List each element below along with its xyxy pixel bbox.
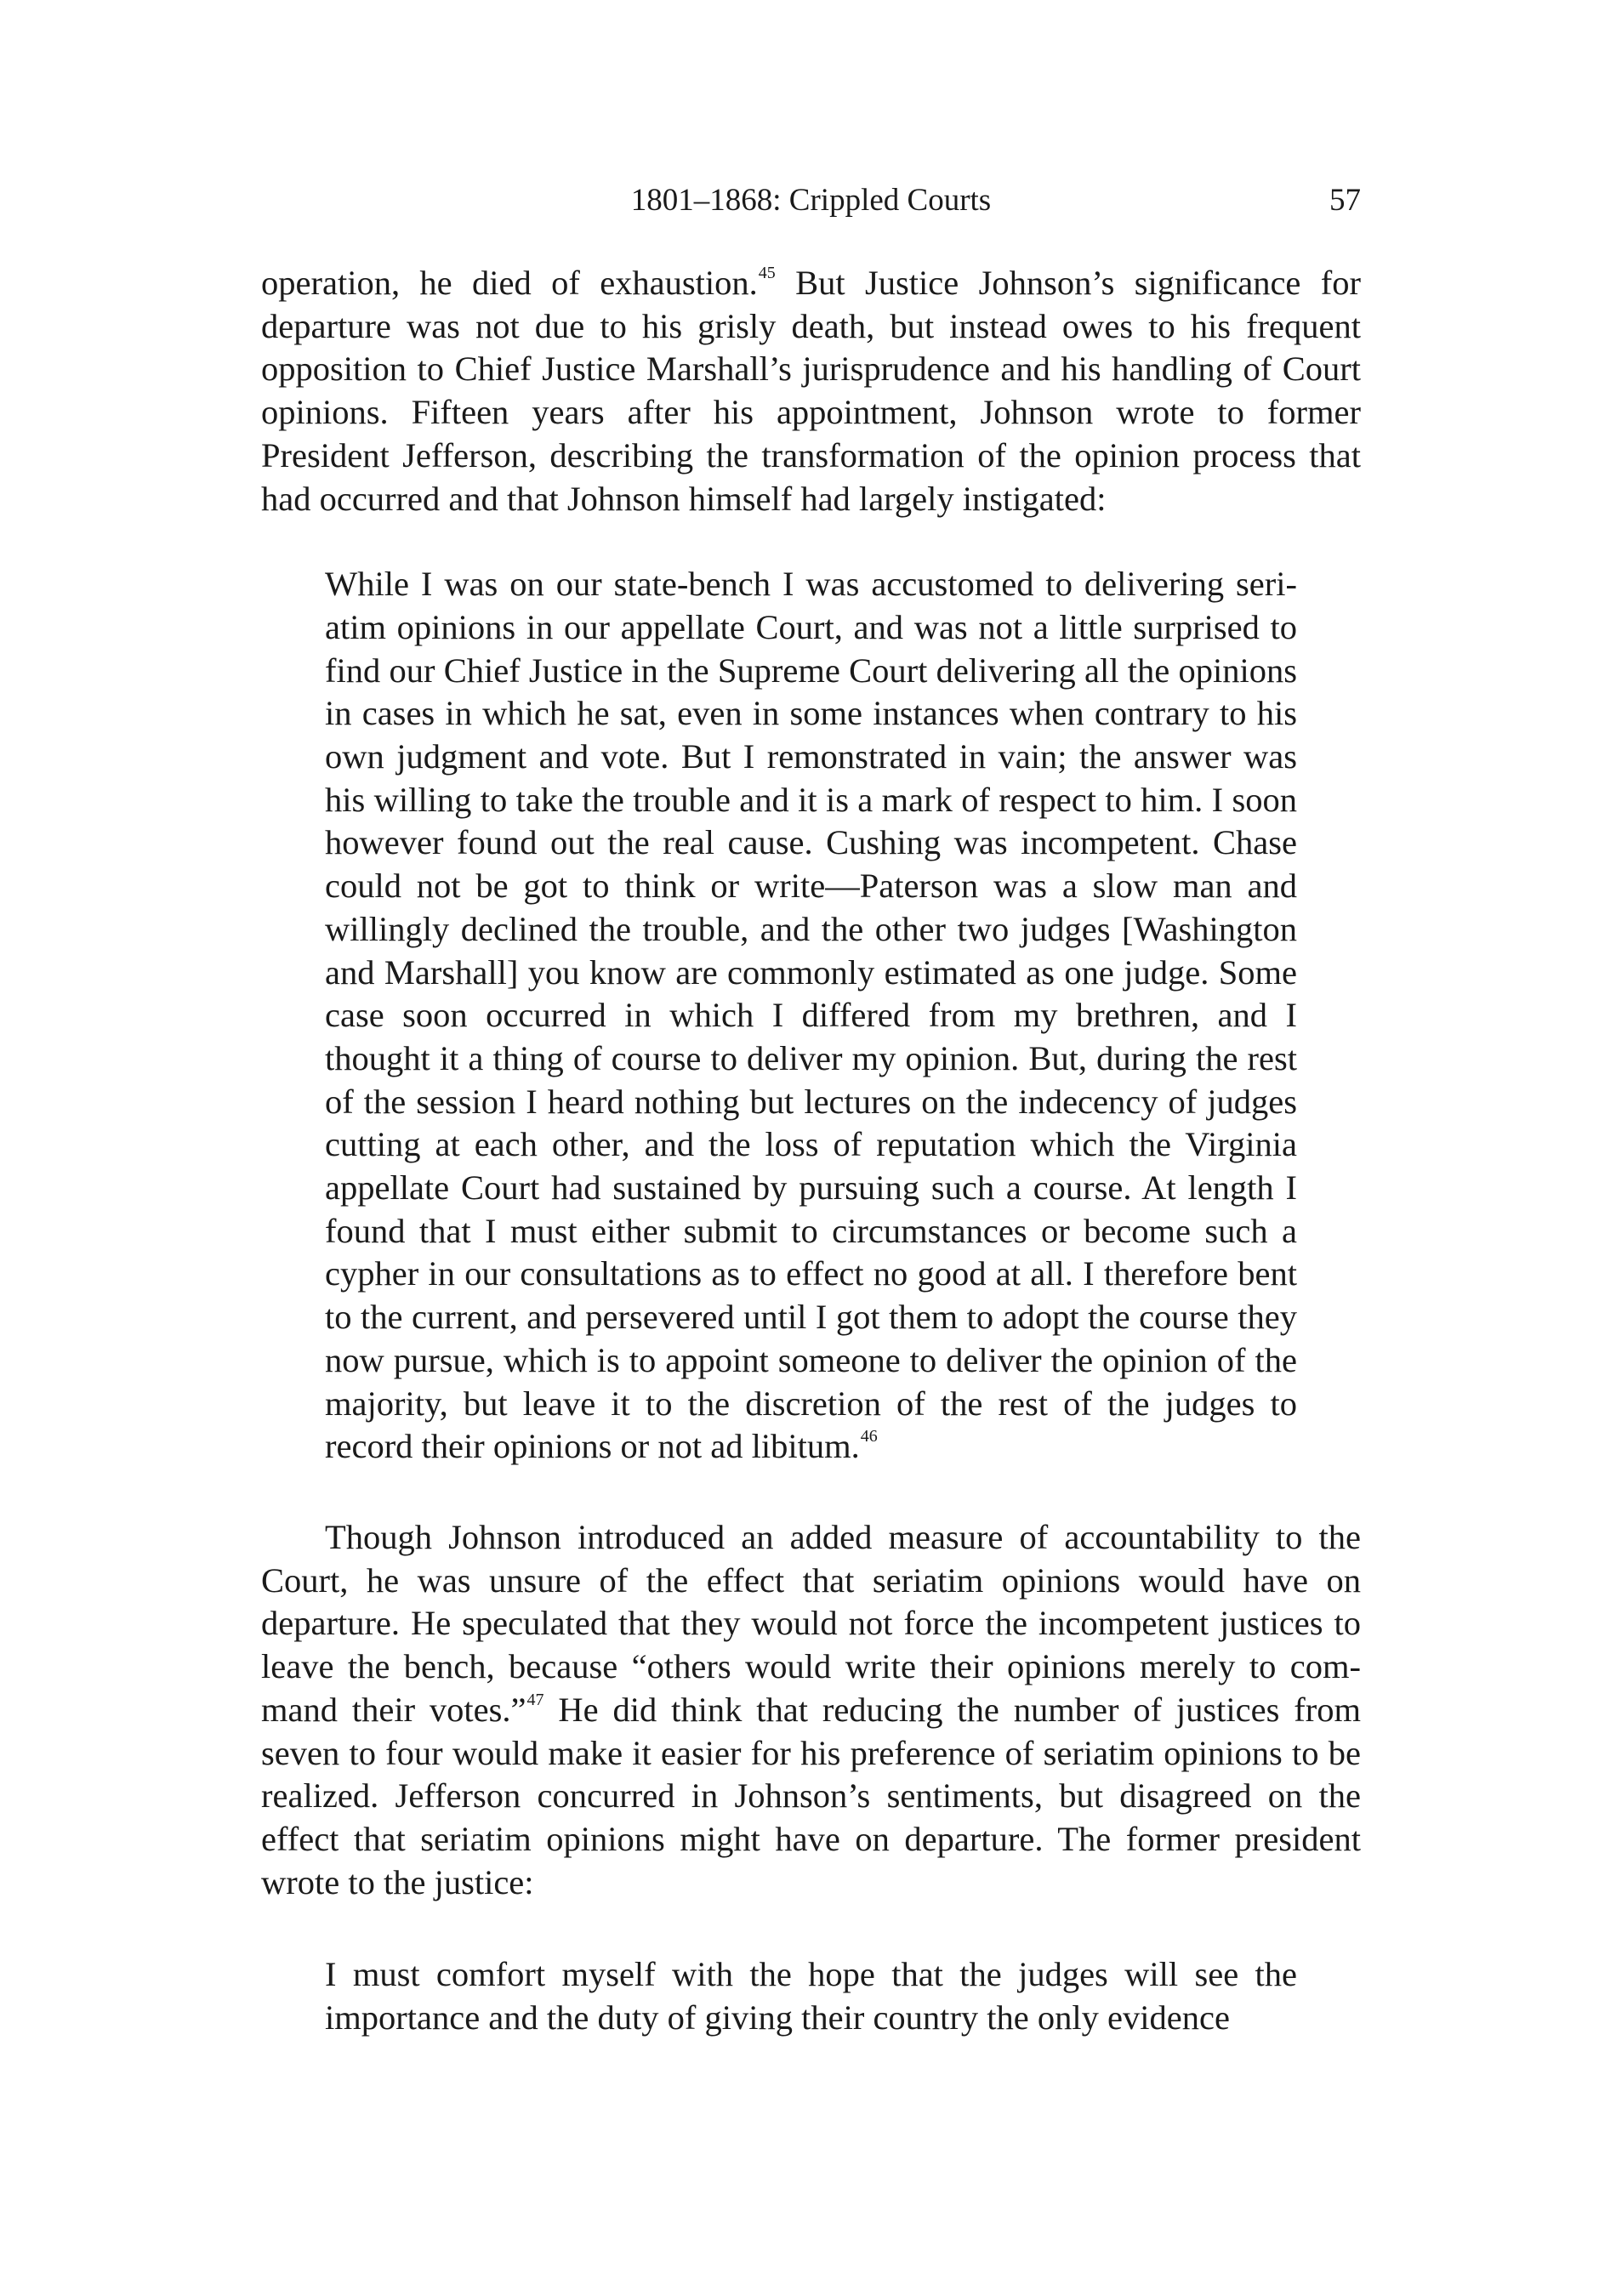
footnote-ref-45: 45 xyxy=(758,264,776,282)
page-number: 57 xyxy=(1329,183,1361,218)
paragraph-1-text-a: operation, he died of exhaustion. xyxy=(261,264,758,302)
paragraph-continued xyxy=(261,262,1361,520)
body-text xyxy=(261,262,1361,2040)
paragraph-johnson-accountability xyxy=(261,1516,1361,1904)
running-head xyxy=(261,177,1361,224)
paragraph-2-text-b: He did think that reducing the number of justices from seven to four would make it easier for his preference of seriatim opinions to be realized. Jefferson concurred in Johnson’s sentiments, but disagreed on the effect that seriatim opinions might have on departure. The former president wrote to the justice: xyxy=(261,1690,1361,1901)
spacer xyxy=(261,520,1361,563)
spacer xyxy=(261,1469,1361,1516)
footnote-ref-47: 47 xyxy=(526,1690,544,1709)
block-quote-johnson xyxy=(261,563,1361,1469)
footnote-ref-46: 46 xyxy=(860,1427,878,1446)
block-quote-jefferson-text: I must comfort myself with the hope that the judges will see the importance and the duty of giving their country the only evidence xyxy=(325,1955,1297,2037)
spacer xyxy=(261,1904,1361,1953)
paragraph-2-text-a: Though Johnson introduced an added measure of accountability to the Court, he was unsure of the effect that seriatim opinions would have on departure. He speculated that they would not force the incompetent justices to leave the bench, because “others would write their opinions merely to command their votes.” xyxy=(261,1517,1361,1729)
block-quote-jefferson xyxy=(261,1953,1361,2039)
paragraph-1-text-b: But Justice Johnson’s significance for departure was not due to his grisly death, but instead owes to his frequent opposition to Chief Justice Marshall’s jurisprudence and his handling of Court opinions. Fifteen years after his appointment, Johnson wrote to former President Jefferson, describing the transformation of the opinion process that had occurred and that Johnson himself had largely instigated: xyxy=(261,264,1361,518)
block-quote-johnson-text: While I was on our state-bench I was accustomed to delivering seriatim opinions in our appellate Court, and was not a little surprised to find our Chief Justice in the Supreme Court delivering all the opinions in cases in which he sat, even in some instances when contrary to his own judgment and vote. But I remonstrated in vain; the answer was his willing to take the trouble and it is a mark of respect to him. I soon however found out the real cause. Cushing was incompetent. Chase could not be got to think or write—Paterson was a slow man and willingly declined the trouble, and the other two judges [Washington and Marshall] you know are commonly estimated as one judge. Some case soon occurred in which I differed from my brethren, and I thought it a thing of course to deliver my opinion. But, during the rest of the session I heard nothing but lectures on the indecency of judges cutting at each other, and the loss of reputation which the Virginia appellate Court had sustained by pursuing such a course. At length I found that I must either submit to circumstances or become such a cypher in our consultations as to effect no good at all. I therefore bent to the current, and persevered until I got them to adopt the course they now pursue, which is to appoint someone to deliver the opinion of the majority, but leave it to the discretion of the rest of the judges to record their opinions or not ad libitum. xyxy=(325,565,1297,1466)
running-title: 1801–1868: Crippled Courts xyxy=(630,183,992,218)
